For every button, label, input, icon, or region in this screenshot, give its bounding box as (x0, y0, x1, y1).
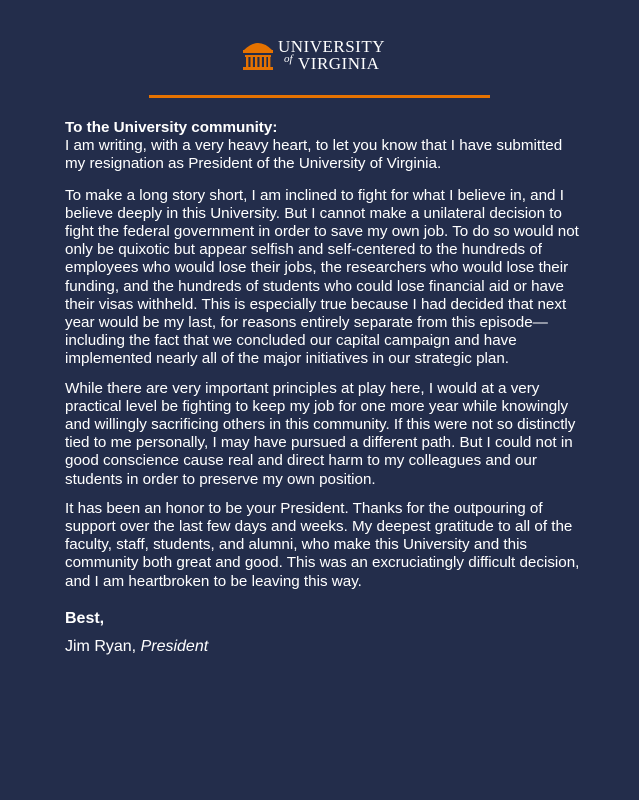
closing: Best, (65, 609, 105, 627)
wordmark-university: UNIVERSITY (278, 37, 385, 56)
paragraph-4: It has been an honor to be your President. Thanks for the outpouring of support over the last few days and weeks. My deepest gratitude to all of the faculty, staff, students, and alumni, who make this University and this community both great and good. This was an excruciatingly difficult decision, and I am heartbroken to be leaving this way. (65, 499, 580, 590)
paragraph-1: I am writing, with a very heavy heart, to let you know that I have submitted my resignation as President of the University of Virginia. (65, 137, 563, 173)
signer-name: Jim Ryan, (65, 637, 137, 655)
signature (65, 636, 585, 658)
salutation: To the University community: (65, 119, 278, 136)
letter-body (65, 119, 585, 658)
paragraph-3: While there are very important principles at play here, I would at a very practical level be fighting to keep my job for one more year while knowingly and willingly sacrificing others in this community. If this were not so distinctly tied to me personally, I may have pursued a different path. But I could not in good conscience cause real and direct harm to my colleagues and our students in order to preserve my own position. (65, 379, 576, 488)
rotunda-icon (240, 36, 276, 72)
header-divider (149, 95, 490, 98)
university-wordmark (278, 38, 408, 74)
paragraph-2: To make a long story short, I am inclined to fight for what I believe in, and I believe deeply in this University. But I cannot make a unilateral decision to fight the federal government in order to save my own job. To do so would not only be quixotic but appear selfish and self-centered to the hundreds of employees who would lose their jobs, the researchers who would lose their funding, and the hundreds of students who could lose financial aid or have their visas withheld. This is especially true because I had decided that next year would be my last, for reasons entirely separate from this episode—including the fact that we concluded our capital campaign and have implemented nearly all of the major initiatives in our strategic plan. (65, 186, 579, 368)
wordmark-of: of (284, 53, 293, 65)
signer-title: President (140, 637, 209, 655)
letterhead (0, 36, 639, 76)
wordmark-virginia: VIRGINIA (298, 54, 380, 73)
